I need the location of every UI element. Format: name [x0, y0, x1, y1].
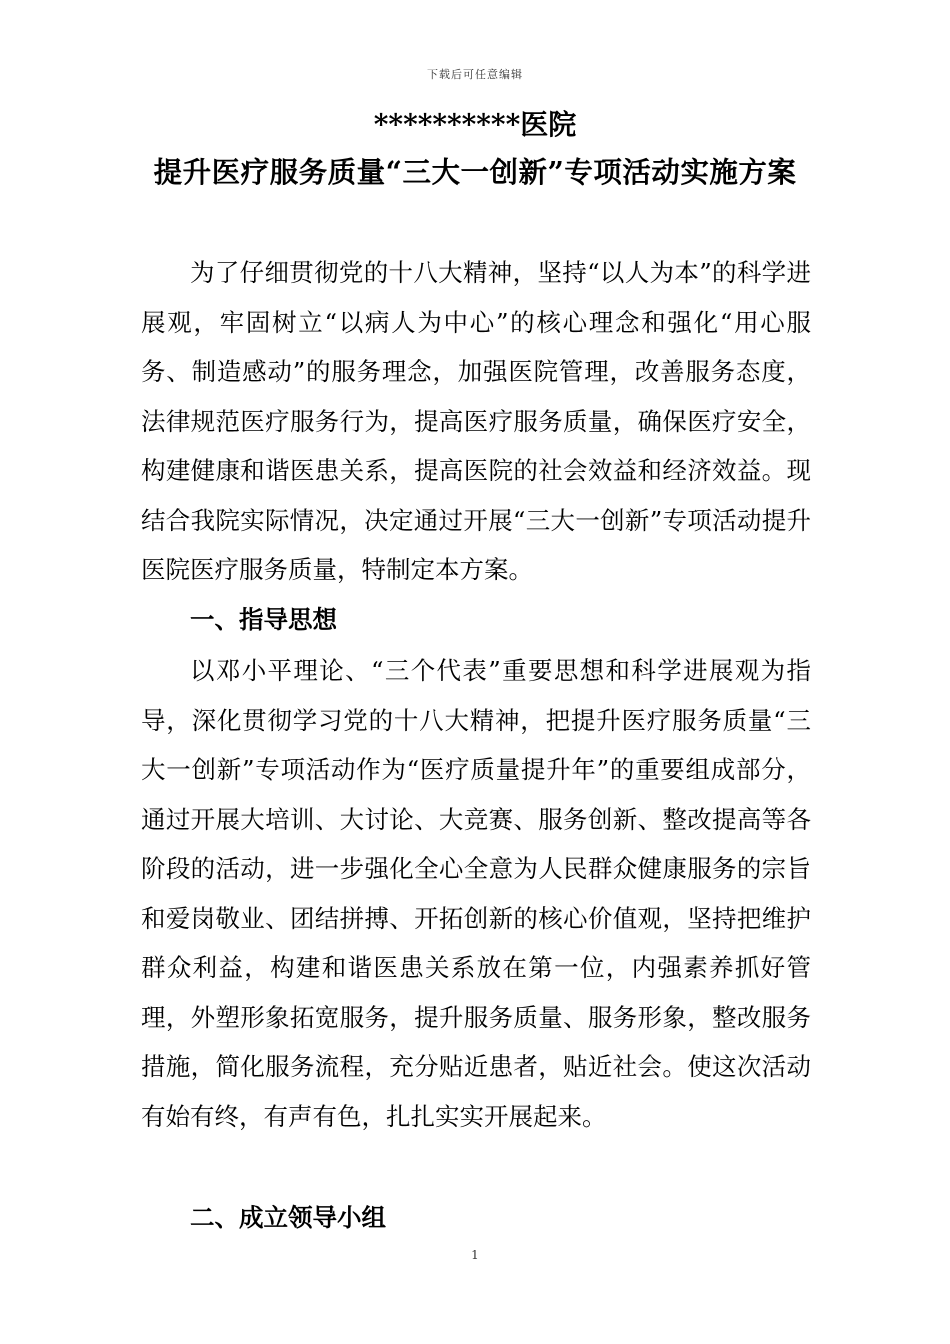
section-heading-guiding-ideology: 一、指导思想 [190, 605, 337, 634]
section-heading-leadership-group: 二、成立领导小组 [190, 1203, 386, 1232]
intro-paragraph: 为了仔细贯彻党的十八大精神，坚持“以人为本”的科学进展观，牢固树立“以病人为中心”的核心理念和强化“用心服务、制造感动”的服务理念，加强医院管理，改善服务态度，法律规范医疗服务行为，提高医疗服务质量，确保医疗安全，构建健康和谐医患关系，提高医院的社会效益和经济效益。现结合我院实际情况，决定通过开展“三大一创新”专项活动提升医院医疗服务质量，特制定本方案。 [141, 258, 811, 584]
guiding-ideology-paragraph: 以邓小平理论、“三个代表”重要思想和科学进展观为指导，深化贯彻学习党的十八大精神，把提升医疗服务质量“三大一创新”专项活动作为“医疗质量提升年”的重要组成部分，通过开展大培训、大讨论、大竞赛、服务创新、整改提高等各阶段的活动，进一步强化全心全意为人民群众健康服务的宗旨和爱岗敬业、团结拼搏、开拓创新的核心价值观，坚持把维护群众利益，构建和谐医患关系放在第一位，内强素养抓好管理，外塑形象拓宽服务，提升服务质量、服务形象，整改服务措施，简化服务流程，充分贴近患者，贴近社会。使这次活动有始有终，有声有色，扎扎实实开展起来。 [141, 656, 811, 1131]
page-number: 1 [471, 1248, 479, 1262]
header-note: 下载后可任意编辑 [427, 68, 523, 81]
document-title: 提升医疗服务质量“三大一创新”专项活动实施方案 [153, 155, 797, 189]
hospital-title: **********医院 [373, 108, 577, 141]
